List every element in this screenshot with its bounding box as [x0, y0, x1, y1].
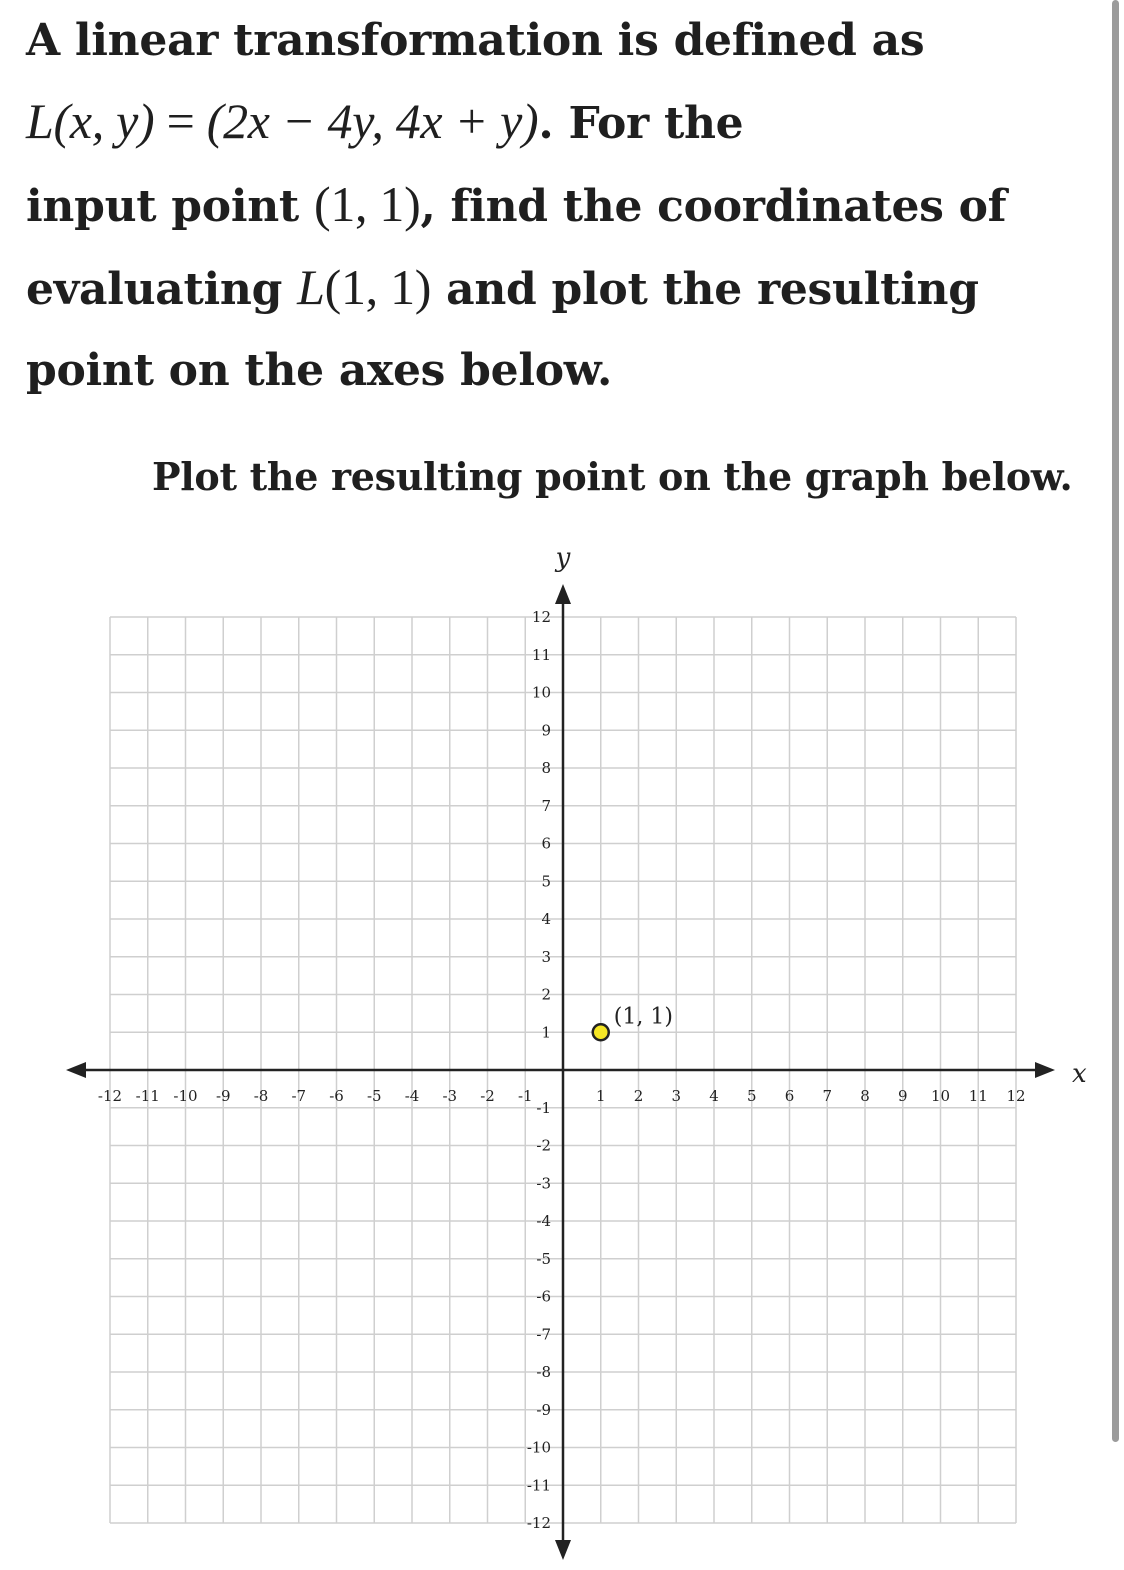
- x-tick-label: 2: [633, 1087, 644, 1105]
- y-tick-label: 5: [541, 872, 551, 891]
- x-tick-label: 12: [1006, 1087, 1026, 1105]
- y-axis-up-arrow-icon: [555, 584, 571, 604]
- y-tick-label: 1: [541, 1023, 551, 1042]
- question-line-4-tail: and plot the resulting: [431, 264, 979, 315]
- function-args: (x, y): [53, 93, 155, 149]
- question-line-3-tail: , find the coordinates of: [420, 181, 1007, 232]
- function-body: (2x − 4y, 4x + y): [206, 93, 539, 149]
- y-tick-label: -2: [536, 1136, 551, 1155]
- x-tick-label: -1: [517, 1087, 533, 1105]
- y-tick-label: -1: [536, 1098, 551, 1117]
- x-tick-label: 5: [746, 1087, 757, 1105]
- eval-expression-args: (1, 1): [324, 259, 432, 315]
- y-tick-label: 11: [531, 645, 551, 664]
- question-line-2-tail: . For the: [538, 98, 744, 149]
- y-tick-label: 7: [541, 796, 551, 815]
- x-tick-label: -9: [215, 1087, 231, 1105]
- y-axis-down-arrow-icon: [555, 1540, 571, 1560]
- x-tick-label: -3: [442, 1087, 458, 1105]
- x-axis-label: x: [1072, 1059, 1087, 1089]
- plotted-point[interactable]: [593, 1024, 609, 1040]
- plot-instruction: Plot the resulting point on the graph below.: [152, 454, 1073, 499]
- equals-sign: =: [154, 93, 207, 149]
- x-tick-label: 10: [930, 1087, 951, 1105]
- x-tick-label: 6: [784, 1087, 795, 1105]
- x-axis-left-arrow-icon: [66, 1062, 86, 1078]
- y-tick-label: -5: [536, 1249, 551, 1268]
- y-tick-label: -11: [526, 1476, 551, 1495]
- y-tick-label: -6: [536, 1287, 551, 1306]
- question-line-3-lead: input point: [26, 181, 314, 232]
- y-tick-label: -3: [536, 1174, 551, 1193]
- y-tick-label: 9: [541, 721, 551, 740]
- y-tick-label: -9: [536, 1400, 551, 1419]
- y-tick-label: -4: [536, 1212, 551, 1230]
- question-line-1: A linear transformation is defined as: [26, 15, 925, 66]
- x-tick-label: -2: [480, 1087, 495, 1105]
- y-tick-label: -10: [526, 1438, 551, 1457]
- y-tick-label: -7: [536, 1325, 551, 1344]
- x-tick-label: -7: [291, 1087, 307, 1105]
- y-tick-label: 3: [541, 947, 551, 966]
- x-tick-label: -6: [329, 1087, 344, 1105]
- point-label: (1, 1): [613, 1004, 673, 1030]
- x-tick-label: 4: [709, 1087, 719, 1105]
- function-name: L: [26, 93, 54, 149]
- question-line-4-lead: evaluating: [26, 264, 298, 315]
- y-tick-label: 4: [541, 910, 551, 928]
- x-tick-label: 3: [671, 1087, 682, 1105]
- x-tick-label: 8: [860, 1087, 870, 1105]
- x-axis-right-arrow-icon: [1035, 1062, 1055, 1078]
- y-tick-label: -12: [526, 1514, 551, 1532]
- x-tick-label: 7: [822, 1087, 833, 1105]
- x-tick-label: -12: [97, 1087, 123, 1105]
- y-tick-label: 8: [541, 759, 551, 777]
- y-tick-label: 12: [531, 608, 551, 626]
- x-tick-label: 1: [595, 1087, 606, 1105]
- x-tick-label: -5: [366, 1087, 382, 1105]
- x-tick-label: -11: [135, 1087, 160, 1105]
- y-tick-label: 6: [541, 834, 551, 853]
- input-point: (1, 1): [313, 176, 421, 232]
- x-tick-label: -10: [173, 1087, 198, 1105]
- x-tick-label: -4: [404, 1087, 420, 1105]
- question-line-5: point on the axes below.: [26, 345, 612, 396]
- y-tick-label: 2: [541, 985, 551, 1004]
- x-tick-label: 11: [968, 1087, 988, 1105]
- y-tick-label: -8: [536, 1363, 551, 1381]
- y-axis-label: y: [555, 543, 571, 573]
- x-tick-label: 9: [897, 1087, 908, 1105]
- eval-expression-name: L: [297, 259, 325, 315]
- y-tick-label: 10: [531, 683, 551, 702]
- x-tick-label: -8: [253, 1087, 269, 1105]
